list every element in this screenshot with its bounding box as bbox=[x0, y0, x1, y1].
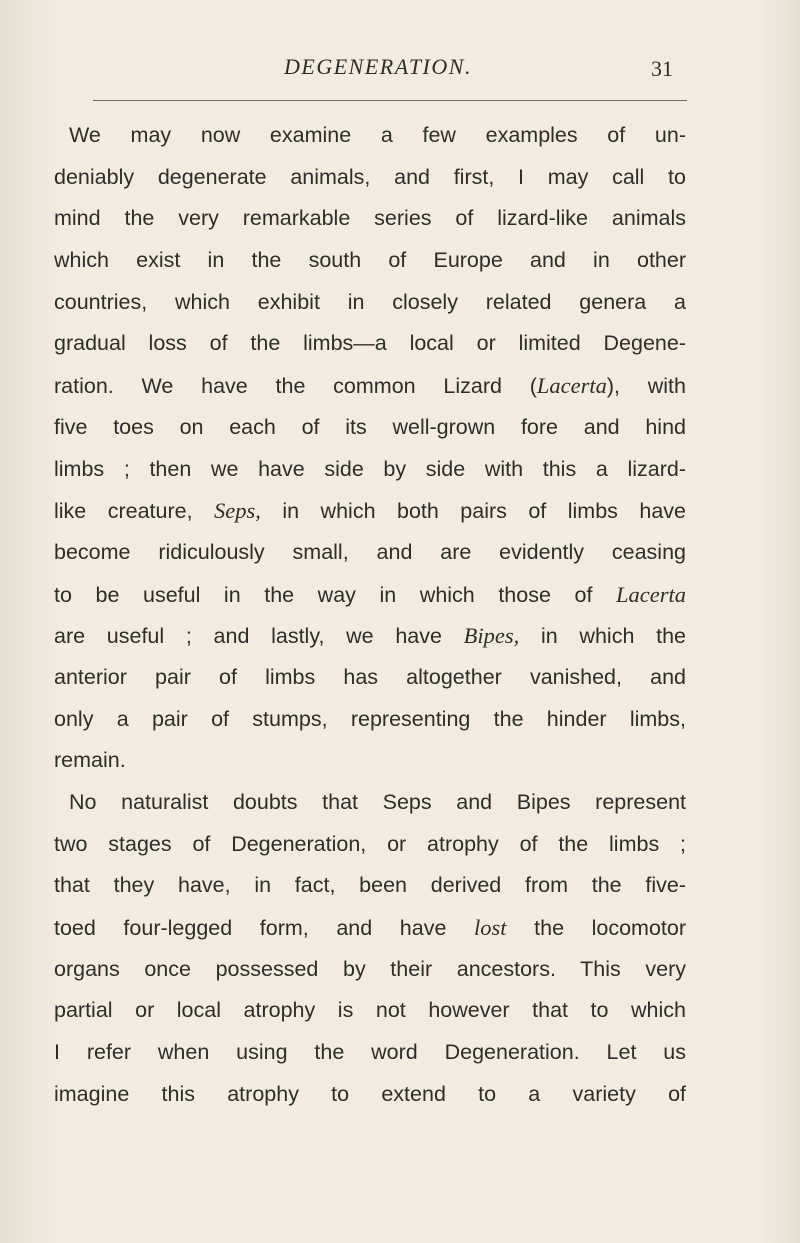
page-number: 31 bbox=[651, 56, 673, 81]
text-line: I refer when using the word Degeneration. Let us bbox=[54, 1040, 686, 1065]
italic-genus-bipes: Bipes, bbox=[463, 623, 520, 649]
text-line: anterior pair of limbs has altogether vanished, and bbox=[54, 664, 686, 689]
text-run: in which the bbox=[519, 624, 686, 649]
header-rule bbox=[93, 100, 687, 101]
text-line bbox=[54, 907, 686, 949]
text-line: partial or local atrophy is not however that to which bbox=[54, 998, 686, 1023]
text-line: No naturalist doubts that Seps and Bipes represent bbox=[69, 790, 686, 814]
text-line: We may now examine a few examples of un- bbox=[69, 123, 686, 147]
italic-genus-lacerta: Lacerta bbox=[536, 373, 607, 399]
paragraph-1 bbox=[54, 115, 686, 782]
text-line: which exist in the south of Europe and in other bbox=[54, 248, 686, 273]
text-run: ration. We have the common Lizard ( bbox=[54, 374, 537, 399]
text-line bbox=[54, 615, 686, 657]
text-line: countries, which exhibit in closely related genera a bbox=[54, 289, 686, 314]
paragraph-2 bbox=[54, 782, 686, 1116]
text-line: only a pair of stumps, representing the hinder limbs, bbox=[54, 706, 686, 731]
text-line: imagine this atrophy to extend to a variety of bbox=[54, 1081, 686, 1106]
text-line: deniably degenerate animals, and first, I may call to bbox=[54, 164, 686, 189]
text-line bbox=[54, 574, 686, 616]
text-line bbox=[54, 490, 686, 532]
text-line: five toes on each of its well-grown fore and hind bbox=[54, 414, 686, 439]
text-run: to be useful in the way in which those of bbox=[54, 582, 616, 607]
text-run: in which both pairs of limbs have bbox=[260, 499, 686, 524]
text-line bbox=[54, 365, 686, 407]
italic-word-lost: lost bbox=[474, 915, 507, 941]
text-line: two stages of Degeneration, or atrophy of the limbs ; bbox=[54, 831, 686, 856]
running-head bbox=[0, 54, 800, 88]
text-line: mind the very remarkable series of lizard-like animals bbox=[54, 206, 686, 231]
text-line: remain. bbox=[54, 748, 126, 773]
running-title: DEGENERATION. bbox=[284, 54, 472, 79]
text-run: toed four-legged form, and have bbox=[54, 916, 475, 941]
text-line: that they have, in fact, been derived from the five- bbox=[54, 873, 686, 898]
text-run: the locomotor bbox=[506, 916, 687, 941]
text-line: limbs ; then we have side by side with this a lizard- bbox=[54, 456, 686, 481]
text-line: become ridiculously small, and are evidently ceasing bbox=[54, 539, 686, 564]
text-run: are useful ; and lastly, we have bbox=[54, 624, 464, 649]
italic-genus-seps: Seps, bbox=[214, 498, 261, 524]
body-text bbox=[54, 115, 686, 1116]
text-run: ), with bbox=[606, 374, 686, 399]
italic-genus-lacerta: Lacerta bbox=[616, 581, 686, 607]
text-line: organs once possessed by their ancestors. This very bbox=[54, 956, 686, 981]
text-run: like creature, bbox=[54, 499, 215, 524]
text-line: gradual loss of the limbs—a local or limited Degene- bbox=[54, 331, 686, 356]
